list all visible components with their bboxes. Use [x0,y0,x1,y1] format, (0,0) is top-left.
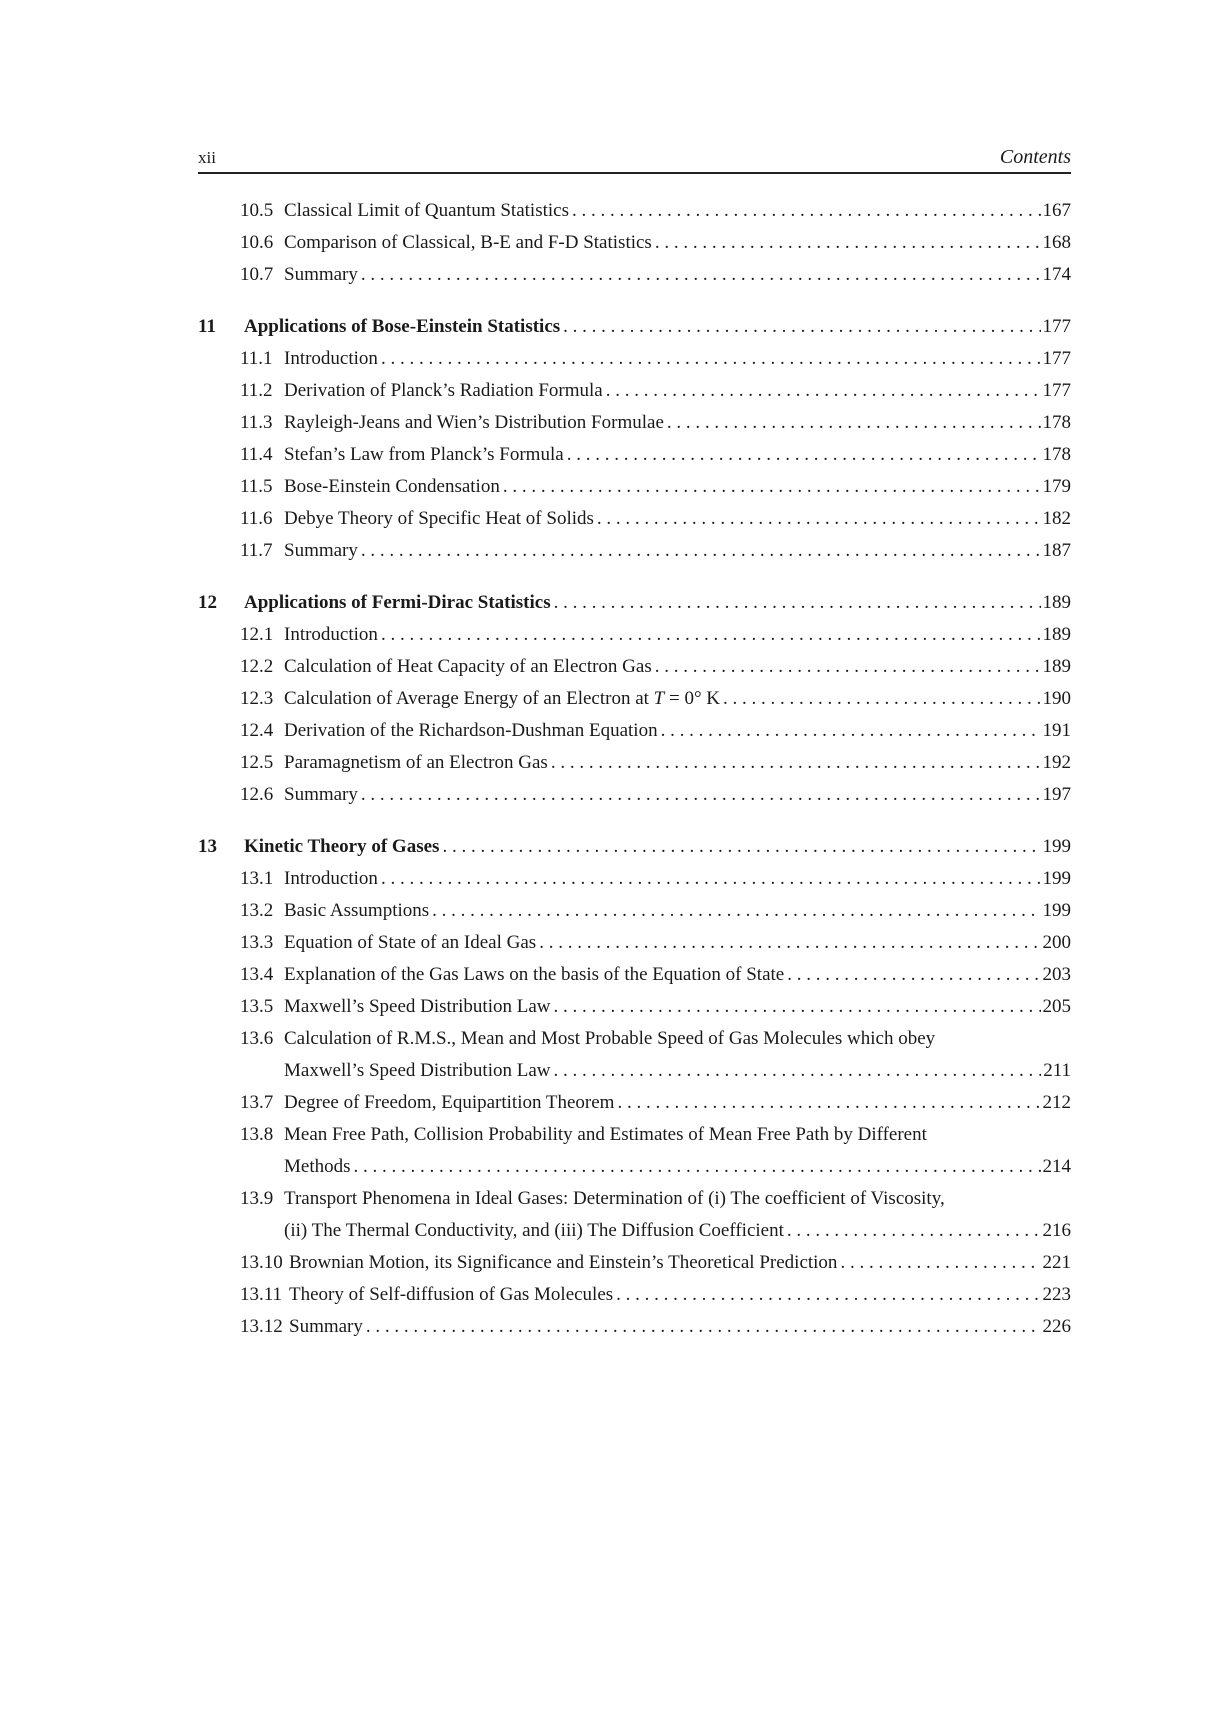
toc-entry-13-4 [198,959,1071,991]
dot-leader [664,407,1041,439]
section-number: 13.7 [240,1092,274,1113]
dot-leader [536,927,1040,959]
section-title: Mean Free Path, Collision Probability and Estimates of Mean Free Path by Different [284,1124,927,1145]
dot-leader [429,895,1040,927]
toc-entry-13-5 [198,991,1071,1023]
section-number: 13.10 [240,1252,283,1273]
page-number: 187 [1042,540,1071,561]
toc-entry-12-3 [198,683,1071,715]
chapter-title: Applications of Bose-Einstein Statistics [244,316,561,337]
section-number: 12.1 [240,624,274,645]
dot-leader [500,471,1041,503]
section-title: Theory of Self-diffusion of Gas Molecules [289,1284,614,1305]
page-header [198,146,1071,174]
page-number: 192 [1042,752,1071,773]
dot-leader [439,831,1040,863]
dot-leader [613,1279,1040,1311]
section-title-continued: (ii) The Thermal Conductivity, and (iii) The Diffusion Coefficient [284,1220,784,1241]
page-number: 221 [1042,1252,1071,1273]
section-number: 12.3 [240,688,274,709]
page-number: 214 [1042,1156,1071,1177]
section-number: 10.6 [240,232,274,253]
page-number: 177 [1042,380,1071,401]
section-number: 11.5 [240,476,273,497]
toc-entry-13-7 [198,1087,1071,1119]
toc-entry-10-7 [198,259,1071,291]
section-title: Derivation of Planck’s Radiation Formula [284,380,603,401]
toc-entry-13-12 [198,1311,1071,1343]
toc-entry-11-5 [198,471,1071,503]
toc-entry-12-6 [198,779,1071,811]
temperature-symbol: T [653,688,665,709]
section-title-suffix: = 0° K [664,688,721,709]
page-number: 216 [1042,1220,1071,1241]
page-number: 190 [1042,688,1071,709]
section-title: Introduction [284,348,378,369]
section-number: 11.4 [240,444,273,465]
section-number: 13.2 [240,900,274,921]
dot-leader [551,991,1041,1023]
section-title: Paramagnetism of an Electron Gas [284,752,548,773]
section-number: 13.1 [240,868,274,889]
section-number: 10.7 [240,264,274,285]
dot-leader [837,1247,1040,1279]
section-title: Basic Assumptions [284,900,430,921]
toc-entry-11-1 [198,343,1071,375]
section-title-continued: Maxwell’s Speed Distribution Law [284,1060,551,1081]
section-number: 13.11 [240,1284,283,1305]
page-number: 226 [1042,1316,1071,1337]
page-number: 203 [1042,964,1071,985]
toc-chapter-13 [198,831,1071,863]
dot-leader [551,1055,1042,1087]
section-number: 12.4 [240,720,274,741]
page-number: 179 [1042,476,1071,497]
section-number: 13.9 [240,1188,274,1209]
section-title: Brownian Motion, its Significance and Einstein’s Theoretical Prediction [289,1252,838,1273]
section-number: 13.12 [240,1316,283,1337]
section-number: 11.1 [240,348,273,369]
section-number: 12.2 [240,656,274,677]
dot-leader [569,195,1041,227]
toc-entry-12-1 [198,619,1071,651]
dot-leader [358,779,1041,811]
section-title [284,683,720,715]
page-number: 191 [1042,720,1071,741]
page-number: 189 [1042,656,1071,677]
chapter-number: 13 [198,836,217,857]
page-number: 168 [1042,232,1071,253]
page-number: 199 [1042,900,1071,921]
dot-leader [564,439,1041,471]
toc-entry-13-8 [198,1119,1071,1151]
toc-entry-11-4 [198,439,1071,471]
section-number: 11.3 [240,412,273,433]
toc-entry-11-3 [198,407,1071,439]
page-folio: xii [198,148,216,167]
toc-entry-10-5 [198,195,1071,227]
section-title: Summary [289,1316,363,1337]
page-number: 199 [1042,836,1071,857]
dot-leader [652,227,1041,259]
section-number: 12.6 [240,784,274,805]
toc-entry-13-3 [198,927,1071,959]
toc-entry-13-9 [198,1183,1071,1215]
page-number: 178 [1042,444,1071,465]
toc-entry-10-6 [198,227,1071,259]
section-number: 13.4 [240,964,274,985]
section-title: Summary [284,264,358,285]
dot-leader [594,503,1041,535]
dot-leader [378,619,1041,651]
dot-leader [784,1215,1041,1247]
section-number: 13.3 [240,932,274,953]
section-number: 10.5 [240,200,274,221]
toc-chapter-12 [198,587,1071,619]
toc-entry-13-2 [198,895,1071,927]
toc-entry-11-7 [198,535,1071,567]
chapter-number: 12 [198,592,217,613]
page-number: 197 [1042,784,1071,805]
section-title: Explanation of the Gas Laws on the basis of the Equation of State [284,964,785,985]
dot-leader [720,683,1040,715]
toc-entry-13-9-continued [198,1215,1071,1247]
section-title: Summary [284,784,358,805]
section-title: Introduction [284,624,378,645]
section-title-text: Calculation of Average Energy of an Electron at [284,688,654,709]
dot-leader [378,863,1041,895]
section-title: Degree of Freedom, Equipartition Theorem [284,1092,615,1113]
section-title: Calculation of Heat Capacity of an Electron Gas [284,656,652,677]
page-number: 177 [1042,348,1071,369]
table-of-contents [198,195,1071,1343]
toc-entry-13-6 [198,1023,1071,1055]
dot-leader [603,375,1041,407]
section-title: Rayleigh-Jeans and Wien’s Distribution Formulae [284,412,664,433]
section-title: Summary [284,540,358,561]
dot-leader [560,311,1040,343]
section-title: Stefan’s Law from Planck’s Formula [284,444,564,465]
section-title: Derivation of the Richardson-Dushman Equation [284,720,658,741]
toc-entry-13-6-continued [198,1055,1071,1087]
toc-entry-12-4 [198,715,1071,747]
chapter-number: 11 [198,316,216,337]
section-title: Bose-Einstein Condensation [284,476,500,497]
dot-leader [358,535,1041,567]
dot-leader [784,959,1040,991]
page-number: 182 [1042,508,1071,529]
toc-entry-11-2 [198,375,1071,407]
section-title: Equation of State of an Ideal Gas [284,932,537,953]
toc-entry-13-8-continued [198,1151,1071,1183]
dot-leader [551,587,1041,619]
toc-chapter-11 [198,311,1071,343]
section-title: Classical Limit of Quantum Statistics [284,200,569,221]
toc-entry-13-1 [198,863,1071,895]
page-number: 223 [1042,1284,1071,1305]
toc-entry-11-6 [198,503,1071,535]
section-number: 13.6 [240,1028,274,1049]
section-title: Debye Theory of Specific Heat of Solids [284,508,594,529]
page-number: 189 [1042,592,1071,613]
dot-leader [378,343,1041,375]
page-number: 199 [1042,868,1071,889]
toc-entry-13-11 [198,1279,1071,1311]
dot-leader [351,1151,1041,1183]
section-number: 11.6 [240,508,273,529]
running-title: Contents [999,146,1071,168]
section-title: Calculation of R.M.S., Mean and Most Probable Speed of Gas Molecules which obey [284,1028,936,1049]
page-number: 189 [1042,624,1071,645]
dot-leader [658,715,1041,747]
dot-leader [614,1087,1040,1119]
dot-leader [363,1311,1041,1343]
page-number: 167 [1042,200,1071,221]
section-number: 11.7 [240,540,273,561]
toc-entry-12-2 [198,651,1071,683]
page-number: 174 [1042,264,1071,285]
section-number: 13.8 [240,1124,274,1145]
toc-entry-12-5 [198,747,1071,779]
section-title: Comparison of Classical, B-E and F-D Statistics [284,232,652,253]
section-title: Transport Phenomena in Ideal Gases: Determination of (i) The coefficient of Viscosity, [284,1188,945,1209]
page-number: 211 [1043,1060,1071,1081]
dot-leader [358,259,1041,291]
dot-leader [548,747,1041,779]
toc-entry-13-10 [198,1247,1071,1279]
page-number: 177 [1042,316,1071,337]
page-number: 200 [1042,932,1071,953]
chapter-title: Kinetic Theory of Gases [244,836,440,857]
section-number: 13.5 [240,996,274,1017]
section-number: 11.2 [240,380,273,401]
page-number: 205 [1042,996,1071,1017]
section-title: Introduction [284,868,378,889]
section-number: 12.5 [240,752,274,773]
page-number: 178 [1042,412,1071,433]
page-number: 212 [1042,1092,1071,1113]
section-title-continued: Methods [284,1156,351,1177]
chapter-title: Applications of Fermi-Dirac Statistics [244,592,551,613]
dot-leader [652,651,1041,683]
section-title: Maxwell’s Speed Distribution Law [284,996,551,1017]
